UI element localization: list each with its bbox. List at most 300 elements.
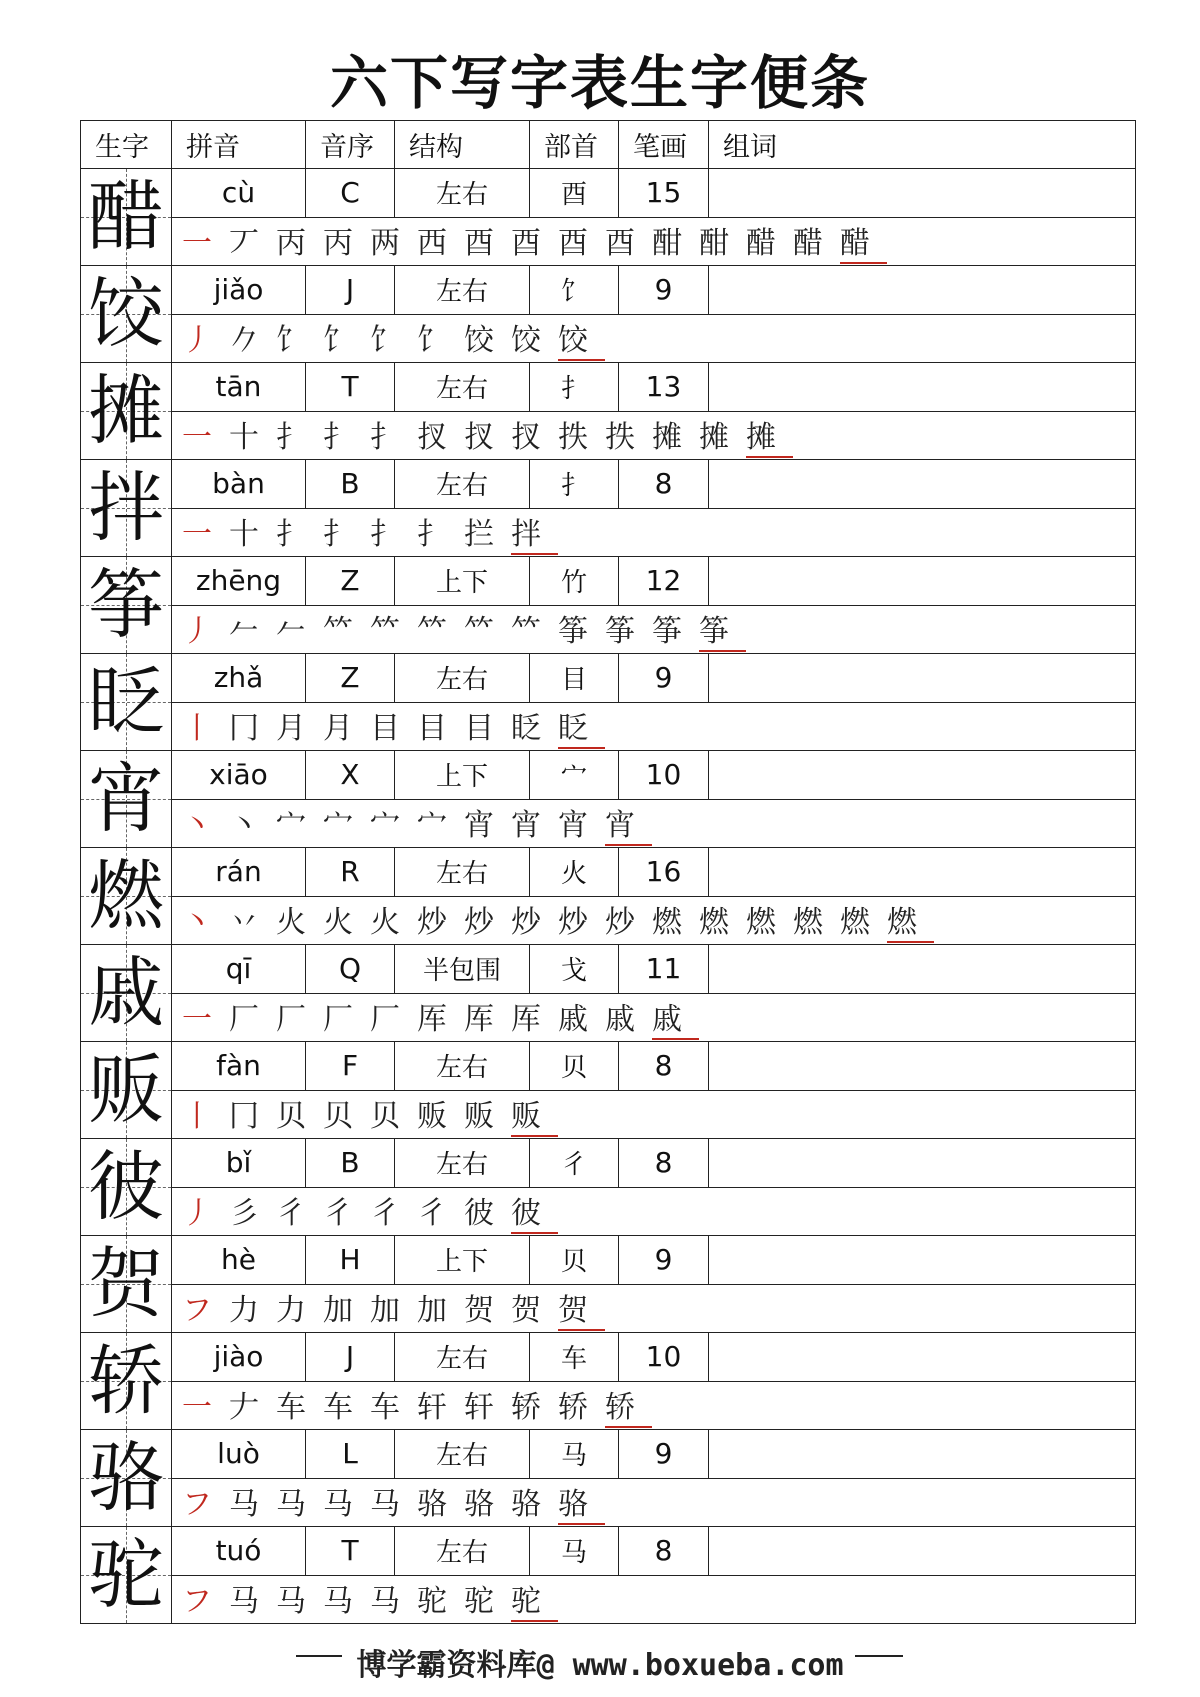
stroke-step: 贩 (417, 1099, 447, 1135)
entry-strokes: 11 (619, 945, 709, 994)
stroke-order-cell (172, 411, 1136, 460)
stroke-step: 饺 (558, 315, 605, 361)
stroke-step: 火 (276, 905, 306, 941)
entry-initial: Q (306, 945, 395, 994)
character-table (80, 120, 1136, 1624)
entry-radical: 贝 (530, 1236, 619, 1285)
stroke-step: 目 (417, 711, 447, 747)
entry-structure: 上下 (395, 1236, 530, 1285)
entry-character: 驼 (88, 1530, 164, 1619)
entry-initial: B (306, 1139, 395, 1188)
entry-initial: T (306, 363, 395, 412)
stroke-step: 丿 (182, 323, 212, 359)
entry-words (709, 654, 1136, 703)
stroke-step: 彳 (323, 1196, 353, 1232)
stroke-step: 贝 (370, 1099, 400, 1135)
entry-info-row (81, 557, 1136, 606)
entry-radical: 竹 (530, 557, 619, 606)
stroke-step: 丶 (229, 808, 259, 844)
stroke-step: 宀 (370, 808, 400, 844)
entry-words (709, 1236, 1136, 1285)
entry-radical: 车 (530, 1333, 619, 1382)
stroke-step: 力 (229, 1293, 259, 1329)
stroke-step: 彳 (417, 1196, 447, 1232)
entry-radical: 扌 (530, 363, 619, 412)
stroke-step: 贩 (464, 1099, 494, 1135)
stroke-order-cell (172, 1284, 1136, 1333)
entry-stroke-order-row (81, 1575, 1136, 1624)
entry-info-row (81, 1527, 1136, 1576)
stroke-step: 马 (229, 1487, 259, 1523)
char-cell (81, 1333, 172, 1430)
stroke-step: 西 (417, 226, 447, 262)
watermark: 博学霸资料库@ www.boxueba.com (356, 1648, 844, 1683)
stroke-step: 贺 (558, 1285, 605, 1331)
entry-strokes: 9 (619, 1430, 709, 1479)
entry-pinyin: cù (172, 169, 306, 218)
entry-character: 眨 (88, 657, 164, 746)
stroke-step: 酣 (699, 226, 729, 262)
stroke-step: 筝 (558, 614, 588, 650)
header-char: 生字 (81, 121, 172, 169)
entry-stroke-order-row (81, 605, 1136, 654)
stroke-step: 骆 (511, 1487, 541, 1523)
header-row (81, 121, 1136, 169)
entry-stroke-order-row (81, 799, 1136, 848)
entry-strokes: 13 (619, 363, 709, 412)
stroke-step: 𠂉 (229, 614, 259, 650)
stroke-step: 宀 (323, 808, 353, 844)
stroke-step: 冂 (229, 711, 259, 747)
stroke-step: 戚 (652, 994, 699, 1040)
stroke-step: 马 (229, 1584, 259, 1620)
stroke-step: 轿 (511, 1390, 541, 1426)
stroke-step: 厍 (417, 1002, 447, 1038)
entry-radical: 彳 (530, 1139, 619, 1188)
stroke-order-cell (172, 217, 1136, 266)
entry-strokes: 8 (619, 1139, 709, 1188)
stroke-step: 马 (276, 1487, 306, 1523)
entry-pinyin: zhēng (172, 557, 306, 606)
stroke-step: 贺 (511, 1293, 541, 1329)
entry-character: 筝 (88, 560, 164, 649)
entry-pinyin: rán (172, 848, 306, 897)
stroke-step: 饣 (323, 323, 353, 359)
entry-stroke-order-row (81, 1284, 1136, 1333)
entry-pinyin: jiǎo (172, 266, 306, 315)
stroke-step: 力 (276, 1293, 306, 1329)
entry-character: 骆 (88, 1433, 164, 1522)
entry-info-row (81, 1430, 1136, 1479)
entry-words (709, 460, 1136, 509)
entry-character: 燃 (88, 851, 164, 940)
entry-structure: 左右 (395, 460, 530, 509)
stroke-step: 驼 (511, 1576, 558, 1622)
stroke-step: 十 (229, 517, 259, 553)
entry-strokes: 16 (619, 848, 709, 897)
stroke-step: 厍 (464, 1002, 494, 1038)
entry-strokes: 8 (619, 460, 709, 509)
stroke-step: 𥫗 (323, 614, 353, 650)
char-cell (81, 169, 172, 266)
stroke-step: 月 (276, 711, 306, 747)
stroke-step: 酉 (511, 226, 541, 262)
stroke-step: 扠 (464, 420, 494, 456)
entry-stroke-order-row (81, 1381, 1136, 1430)
entry-radical: 目 (530, 654, 619, 703)
stroke-step: 丙 (276, 226, 306, 262)
char-cell (81, 1236, 172, 1333)
entry-radical: 贝 (530, 1042, 619, 1091)
entry-pinyin: xiāo (172, 751, 306, 800)
stroke-step: 摊 (699, 420, 729, 456)
entry-info-row (81, 1139, 1136, 1188)
stroke-step: 醋 (793, 226, 823, 262)
entry-info-row (81, 363, 1136, 412)
entry-words (709, 1430, 1136, 1479)
entry-strokes: 10 (619, 1333, 709, 1382)
char-cell (81, 848, 172, 945)
entry-initial: H (306, 1236, 395, 1285)
entry-pinyin: hè (172, 1236, 306, 1285)
entry-words (709, 169, 1136, 218)
header-words: 组词 (709, 121, 1136, 169)
stroke-step: 拦 (464, 517, 494, 553)
entry-pinyin: tuó (172, 1527, 306, 1576)
stroke-step: 戚 (605, 1002, 635, 1038)
entry-structure: 左右 (395, 363, 530, 412)
stroke-step: 贩 (511, 1091, 558, 1137)
char-cell (81, 1527, 172, 1624)
entry-initial: X (306, 751, 395, 800)
stroke-step: 燃 (652, 905, 682, 941)
stroke-step: 扌 (323, 420, 353, 456)
stroke-step: 丶 (182, 808, 212, 844)
char-cell (81, 945, 172, 1042)
entry-pinyin: zhǎ (172, 654, 306, 703)
stroke-step: 骆 (417, 1487, 447, 1523)
char-cell (81, 1139, 172, 1236)
stroke-step: 丷 (229, 905, 259, 941)
stroke-step: 贝 (323, 1099, 353, 1135)
entry-info-row (81, 751, 1136, 800)
char-cell (81, 751, 172, 848)
stroke-step: 燃 (887, 897, 934, 943)
stroke-step: 炒 (558, 905, 588, 941)
stroke-step: 拌 (511, 509, 558, 555)
entry-stroke-order-row (81, 411, 1136, 460)
entry-info-row (81, 460, 1136, 509)
entry-strokes: 10 (619, 751, 709, 800)
entry-pinyin: luò (172, 1430, 306, 1479)
entry-radical: 火 (530, 848, 619, 897)
stroke-step: 十 (229, 420, 259, 456)
stroke-step: 扌 (323, 517, 353, 553)
entry-character: 戚 (88, 948, 164, 1037)
stroke-step: 炒 (511, 905, 541, 941)
stroke-step: 一 (182, 420, 212, 456)
entry-structure: 左右 (395, 1430, 530, 1479)
stroke-step: 骆 (464, 1487, 494, 1523)
stroke-step: 丨 (182, 1099, 212, 1135)
stroke-step: 厍 (511, 1002, 541, 1038)
stroke-step: 燃 (840, 905, 870, 941)
entry-structure: 左右 (395, 1527, 530, 1576)
stroke-step: 马 (323, 1487, 353, 1523)
stroke-step: 丨 (182, 711, 212, 747)
entry-pinyin: tān (172, 363, 306, 412)
stroke-step: 酉 (464, 226, 494, 262)
stroke-order-cell (172, 993, 1136, 1042)
stroke-step: 𥫗 (370, 614, 400, 650)
stroke-step: 扌 (417, 517, 447, 553)
stroke-step: 驼 (464, 1584, 494, 1620)
header-structure: 结构 (395, 121, 530, 169)
header-initial: 音序 (306, 121, 395, 169)
entry-strokes: 8 (619, 1527, 709, 1576)
stroke-step: 𠂉 (276, 614, 306, 650)
entry-info-row (81, 266, 1136, 315)
entry-radical: 扌 (530, 460, 619, 509)
stroke-step: 两 (370, 226, 400, 262)
stroke-step: 彼 (464, 1196, 494, 1232)
stroke-step: 丿 (182, 614, 212, 650)
stroke-step: 抶 (605, 420, 635, 456)
entry-strokes: 8 (619, 1042, 709, 1091)
stroke-step: 扠 (417, 420, 447, 456)
stroke-step: 轿 (558, 1390, 588, 1426)
stroke-step: 扌 (370, 420, 400, 456)
entry-words (709, 945, 1136, 994)
stroke-step: 宵 (605, 800, 652, 846)
stroke-step: 厂 (229, 1002, 259, 1038)
entry-character: 饺 (88, 269, 164, 358)
stroke-step: 宵 (511, 808, 541, 844)
entry-initial: B (306, 460, 395, 509)
header-strokes: 笔画 (619, 121, 709, 169)
entry-strokes: 9 (619, 266, 709, 315)
stroke-step: 炒 (605, 905, 635, 941)
stroke-step: 加 (417, 1293, 447, 1329)
entry-structure: 左右 (395, 848, 530, 897)
entry-structure: 左右 (395, 1139, 530, 1188)
stroke-step: 宀 (417, 808, 447, 844)
stroke-step: 宵 (558, 808, 588, 844)
entry-info-row (81, 654, 1136, 703)
stroke-step: 一 (182, 517, 212, 553)
stroke-step: 醋 (746, 226, 776, 262)
stroke-step: 眨 (558, 703, 605, 749)
stroke-step: 驼 (417, 1584, 447, 1620)
stroke-step: 摊 (746, 412, 793, 458)
stroke-step: 轩 (464, 1390, 494, 1426)
stroke-step: 火 (323, 905, 353, 941)
entry-strokes: 9 (619, 1236, 709, 1285)
stroke-step: 饣 (276, 323, 306, 359)
entry-structure: 左右 (395, 266, 530, 315)
entry-stroke-order-row (81, 1187, 1136, 1236)
entry-character: 贺 (88, 1239, 164, 1328)
entry-radical: 酉 (530, 169, 619, 218)
stroke-order-cell (172, 1187, 1136, 1236)
stroke-step: 马 (276, 1584, 306, 1620)
stroke-step: 酉 (558, 226, 588, 262)
stroke-step: 彳 (370, 1196, 400, 1232)
entry-radical: 宀 (530, 751, 619, 800)
stroke-step: 燃 (793, 905, 823, 941)
stroke-step: 扠 (511, 420, 541, 456)
char-cell (81, 460, 172, 557)
stroke-step: 𠂊 (229, 323, 259, 359)
entry-initial: T (306, 1527, 395, 1576)
stroke-step: 加 (370, 1293, 400, 1329)
stroke-step: 丶 (182, 905, 212, 941)
entry-character: 轿 (88, 1336, 164, 1425)
stroke-step: フ (182, 1487, 212, 1523)
stroke-step: 一 (182, 226, 212, 262)
stroke-step: 燃 (746, 905, 776, 941)
stroke-step: 贝 (276, 1099, 306, 1135)
entry-initial: J (306, 1333, 395, 1382)
stroke-step: 冂 (229, 1099, 259, 1135)
stroke-step: 炒 (417, 905, 447, 941)
char-cell (81, 266, 172, 363)
stroke-step: フ (182, 1293, 212, 1329)
entry-structure: 上下 (395, 557, 530, 606)
entry-structure: 左右 (395, 1333, 530, 1382)
stroke-step: 丆 (229, 226, 259, 262)
entry-radical: 马 (530, 1527, 619, 1576)
stroke-step: 目 (464, 711, 494, 747)
stroke-step: 酣 (652, 226, 682, 262)
stroke-step: 马 (370, 1584, 400, 1620)
entry-structure: 左右 (395, 1042, 530, 1091)
stroke-step: 目 (370, 711, 400, 747)
stroke-step: 饣 (370, 323, 400, 359)
entry-structure: 左右 (395, 654, 530, 703)
stroke-step: 彼 (511, 1188, 558, 1234)
entry-initial: F (306, 1042, 395, 1091)
stroke-step: 戚 (558, 1002, 588, 1038)
stroke-step: 轩 (417, 1390, 447, 1426)
stroke-order-cell (172, 1090, 1136, 1139)
stroke-step: 厂 (276, 1002, 306, 1038)
entry-info-row (81, 169, 1136, 218)
char-cell (81, 1042, 172, 1139)
stroke-step: 宀 (276, 808, 306, 844)
entry-strokes: 15 (619, 169, 709, 218)
entry-character: 拌 (88, 463, 164, 552)
stroke-step: 厂 (323, 1002, 353, 1038)
entry-info-row (81, 1042, 1136, 1091)
stroke-step: 筝 (699, 606, 746, 652)
entry-initial: L (306, 1430, 395, 1479)
stroke-step: 贺 (464, 1293, 494, 1329)
entry-initial: C (306, 169, 395, 218)
entry-character: 醋 (88, 172, 164, 261)
stroke-order-cell (172, 1575, 1136, 1624)
stroke-step: 𠂇 (229, 1390, 259, 1426)
stroke-order-cell (172, 605, 1136, 654)
stroke-step: 马 (323, 1584, 353, 1620)
char-cell (81, 654, 172, 751)
entry-words (709, 1139, 1136, 1188)
stroke-step: 摊 (652, 420, 682, 456)
entry-radical: 马 (530, 1430, 619, 1479)
stroke-step: 车 (276, 1390, 306, 1426)
stroke-step: 酉 (605, 226, 635, 262)
entry-initial: R (306, 848, 395, 897)
entry-strokes: 12 (619, 557, 709, 606)
watermark-rule-right (855, 1655, 903, 1657)
entry-stroke-order-row (81, 508, 1136, 557)
header-pinyin: 拼音 (172, 121, 306, 169)
stroke-step: 𥫗 (511, 614, 541, 650)
entry-structure: 上下 (395, 751, 530, 800)
entry-stroke-order-row (81, 896, 1136, 945)
entry-initial: Z (306, 557, 395, 606)
entry-pinyin: bàn (172, 460, 306, 509)
char-cell (81, 557, 172, 654)
stroke-step: 厂 (370, 1002, 400, 1038)
stroke-step: 饣 (417, 323, 447, 359)
stroke-step: 丙 (323, 226, 353, 262)
stroke-step: 眨 (511, 711, 541, 747)
stroke-step: 筝 (605, 614, 635, 650)
entry-info-row (81, 848, 1136, 897)
page-title: 六下写字表生字便条 (329, 49, 870, 117)
entry-words (709, 1527, 1136, 1576)
entry-initial: J (306, 266, 395, 315)
header-radical: 部首 (530, 121, 619, 169)
entry-radical: 戈 (530, 945, 619, 994)
stroke-step: 车 (323, 1390, 353, 1426)
stroke-order-cell (172, 1478, 1136, 1527)
stroke-step: 轿 (605, 1382, 652, 1428)
entry-words (709, 557, 1136, 606)
entry-stroke-order-row (81, 702, 1136, 751)
char-cell (81, 363, 172, 460)
stroke-order-cell (172, 702, 1136, 751)
entry-pinyin: qī (172, 945, 306, 994)
entry-words (709, 266, 1136, 315)
stroke-step: 一 (182, 1002, 212, 1038)
entry-structure: 左右 (395, 169, 530, 218)
entry-structure: 半包围 (395, 945, 530, 994)
stroke-order-cell (172, 314, 1136, 363)
stroke-step: 燃 (699, 905, 729, 941)
stroke-step: 火 (370, 905, 400, 941)
entry-pinyin: fàn (172, 1042, 306, 1091)
entry-words (709, 363, 1136, 412)
stroke-step: 炒 (464, 905, 494, 941)
entry-strokes: 9 (619, 654, 709, 703)
entry-initial: Z (306, 654, 395, 703)
entry-words (709, 848, 1136, 897)
stroke-step: 一 (182, 1390, 212, 1426)
stroke-order-cell (172, 508, 1136, 557)
char-cell (81, 1430, 172, 1527)
entry-stroke-order-row (81, 314, 1136, 363)
entry-character: 宵 (88, 754, 164, 843)
entry-stroke-order-row (81, 1478, 1136, 1527)
stroke-step: 宵 (464, 808, 494, 844)
stroke-step: 丿 (182, 1196, 212, 1232)
stroke-step: 彳 (276, 1196, 306, 1232)
stroke-step: フ (182, 1584, 212, 1620)
stroke-order-cell (172, 896, 1136, 945)
stroke-step: 月 (323, 711, 353, 747)
